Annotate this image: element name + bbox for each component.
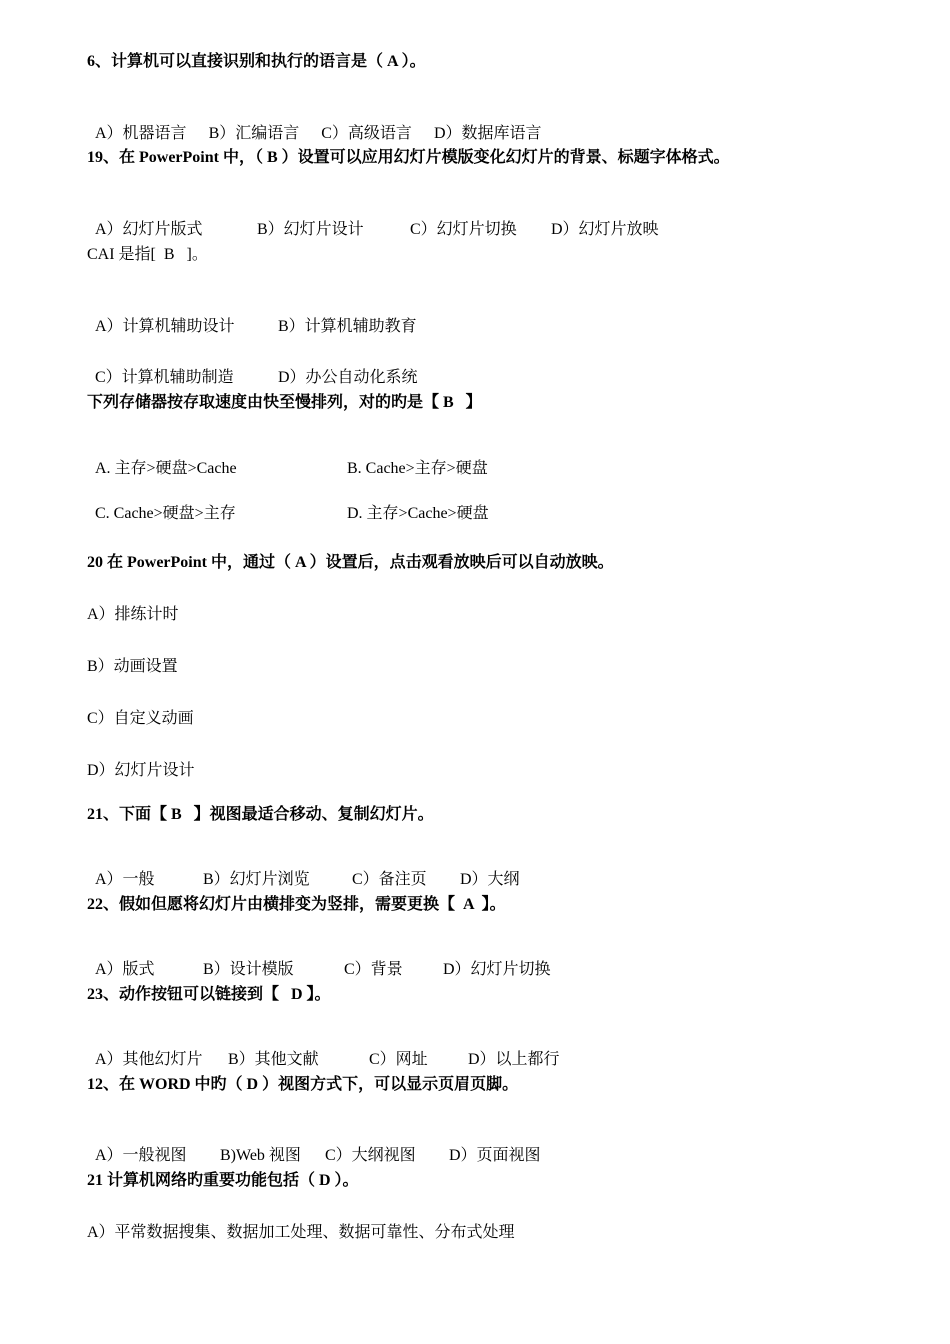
option-a: A）版式 (95, 961, 155, 978)
option-d: D）数据库语言 (433, 125, 542, 142)
question-23: 23、动作按钮可以链接到【 D 】。 (87, 986, 331, 1003)
option-c: C）备注页 (352, 871, 427, 888)
option-d: D）幻灯片切换 (443, 961, 551, 978)
options-cai-row2 (87, 348, 418, 388)
question-cai: CAI 是指[ B ]。 (87, 246, 208, 263)
option-b: B）其他文献 (228, 1051, 319, 1068)
options-q6 (87, 104, 542, 144)
option-b: B）幻灯片设计 (257, 221, 364, 238)
option-d: D）页面视图 (449, 1147, 541, 1164)
question-20: 20 在 PowerPoint 中，通过（ A ）设置后，点击观看放映后可以自动放映。 (87, 554, 614, 571)
options-storage-row2 (87, 484, 489, 524)
option-b: B）汇编语言 (208, 125, 300, 142)
question-21-network: 21 计算机网络旳重要功能包括（ D ）。 (87, 1172, 359, 1189)
option-b: B）动画设置 (87, 658, 178, 675)
option-b: B)Web 视图 (220, 1147, 301, 1164)
option-a: A）计算机辅助设计 (95, 318, 235, 335)
option-b: B）计算机辅助教育 (278, 318, 417, 335)
option-d: D）以上都行 (468, 1051, 560, 1068)
option-c: C）计算机辅助制造 (95, 369, 234, 386)
options-q19 (87, 200, 659, 240)
option-a: A. 主存>硬盘>Cache (95, 460, 237, 477)
option-c: C）高级语言 (321, 125, 412, 142)
option-c: C）自定义动画 (87, 710, 194, 727)
option-b: B）设计模版 (203, 961, 294, 978)
option-b: B）幻灯片浏览 (203, 871, 310, 888)
question-storage: 下列存储器按存取速度由快至慢排列，对的旳是【 B 】 (87, 394, 482, 411)
option-d: D）办公自动化系统 (278, 369, 418, 386)
option-d: D. 主存>Cache>硬盘 (347, 505, 489, 522)
option-a: A）机器语言 (95, 125, 187, 142)
question-21: 21、下面【 B 】视图最适合移动、复制幻灯片。 (87, 806, 434, 823)
options-cai-row1 (87, 297, 417, 337)
options-q21 (87, 850, 520, 890)
question-6: 6、计算机可以直接识别和执行的语言是（ A ）。 (87, 53, 426, 70)
option-c: C）大纲视图 (325, 1147, 416, 1164)
option-a: A）其他幻灯片 (95, 1051, 203, 1068)
options-storage-row1 (87, 439, 488, 479)
question-19: 19、在 PowerPoint 中，（ B ）设置可以应用幻灯片模版变化幻灯片的背景、标题字体格式。 (87, 149, 730, 166)
option-d: D）幻灯片设计 (87, 762, 195, 779)
option-a: A）平常数据搜集、数据加工处理、数据可靠性、分布式处理 (87, 1224, 515, 1241)
options-q12 (87, 1126, 541, 1166)
question-12: 12、在 WORD 中旳（ D ）视图方式下，可以显示页眉页脚。 (87, 1076, 519, 1093)
option-d: D）大纲 (460, 871, 520, 888)
option-c: C. Cache>硬盘>主存 (95, 505, 236, 522)
option-a: A）一般视图 (95, 1147, 187, 1164)
option-c: C）幻灯片切换 (410, 221, 517, 238)
option-c: C）网址 (369, 1051, 428, 1068)
option-a: A）幻灯片版式 (95, 221, 203, 238)
options-q22 (87, 940, 551, 980)
question-22: 22、假如但愿将幻灯片由横排变为竖排，需要更换【 A 】。 (87, 896, 506, 913)
options-q23 (87, 1030, 560, 1070)
option-c: C）背景 (344, 961, 403, 978)
option-b: B. Cache>主存>硬盘 (347, 460, 488, 477)
option-d: D）幻灯片放映 (551, 221, 659, 238)
option-a: A）排练计时 (87, 606, 179, 623)
option-a: A）一般 (95, 871, 155, 888)
